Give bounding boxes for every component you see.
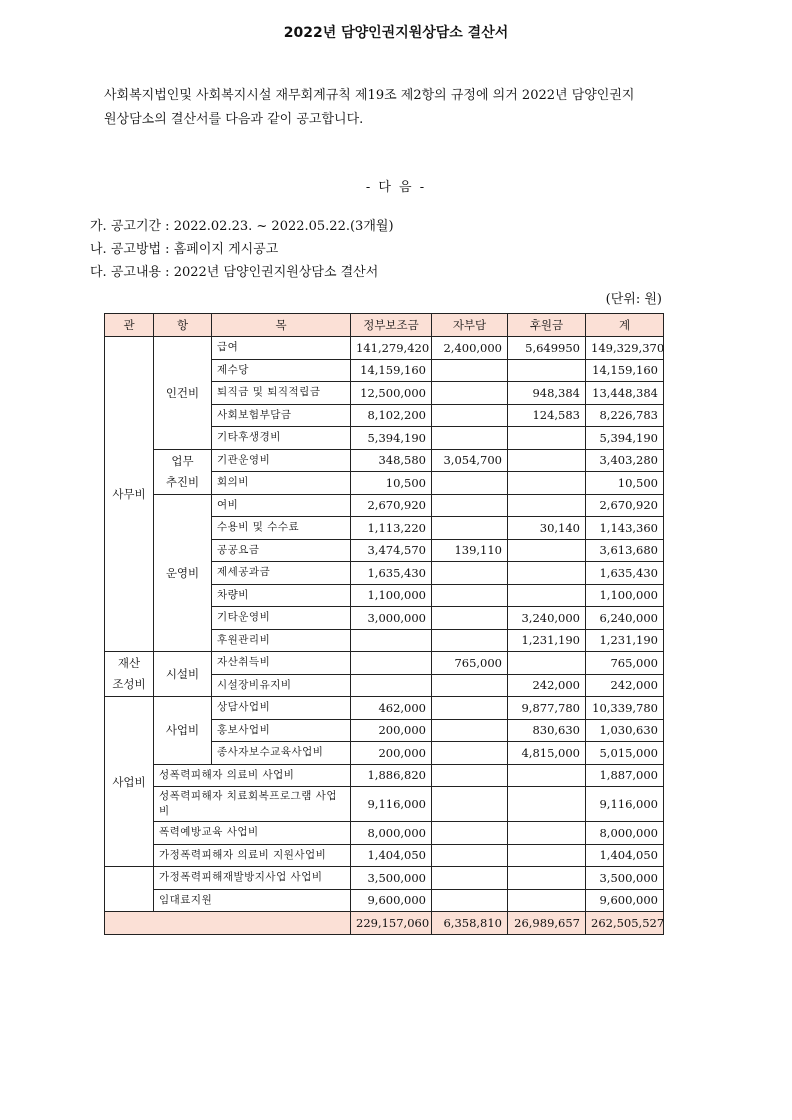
cell-total: 1,030,630	[586, 719, 664, 742]
cell-total: 5,015,000	[586, 742, 664, 765]
cell-mok: 후원관리비	[212, 629, 351, 652]
header-donation: 후원금	[508, 314, 586, 337]
cell-gov: 1,886,820	[351, 764, 432, 787]
cell-donation	[508, 449, 586, 472]
cell-mok: 기타후생경비	[212, 427, 351, 450]
cell-self	[432, 742, 508, 765]
cell-total: 8,226,783	[586, 404, 664, 427]
cell-gov: 9,600,000	[351, 889, 432, 912]
cell-total: 1,887,000	[586, 764, 664, 787]
table-row	[105, 822, 664, 845]
cell-self	[432, 674, 508, 697]
cell-mok: 회의비	[212, 472, 351, 495]
notice-items	[90, 215, 394, 284]
cell-gov: 1,635,430	[351, 562, 432, 585]
total-donation: 26,989,657	[508, 912, 586, 935]
cell-gov: 1,113,220	[351, 517, 432, 540]
cell-donation: 5,649950	[508, 337, 586, 360]
cell-total: 5,394,190	[586, 427, 664, 450]
cell-mok: 수용비 및 수수료	[212, 517, 351, 540]
cell-donation: 830,630	[508, 719, 586, 742]
group-siseol: 시설비	[154, 652, 212, 697]
cell-mok: 성폭력피해자 의료비 사업비	[154, 764, 351, 787]
cell-total: 2,670,920	[586, 494, 664, 517]
cell-donation	[508, 539, 586, 562]
cell-mok: 제세공과금	[212, 562, 351, 585]
header-total: 계	[586, 314, 664, 337]
cell-self	[432, 562, 508, 585]
cell-total: 3,403,280	[586, 449, 664, 472]
cell-gov: 1,100,000	[351, 584, 432, 607]
cell-total: 9,116,000	[586, 787, 664, 822]
cell-self	[432, 629, 508, 652]
group-ingeon: 인건비	[154, 337, 212, 450]
header-gov-subsidy: 정부보조금	[351, 314, 432, 337]
cell-self	[432, 584, 508, 607]
total-self: 6,358,810	[432, 912, 508, 935]
cell-donation	[508, 494, 586, 517]
cell-mok: 여비	[212, 494, 351, 517]
cell-mok: 시설장비유지비	[212, 674, 351, 697]
intro-line-2: 원상담소의 결산서를 다음과 같이 공고합니다.	[104, 112, 364, 127]
notice-content: 다. 공고내용 : 2022년 담양인권지원상담소 결산서	[90, 265, 379, 280]
cell-gov: 2,670,920	[351, 494, 432, 517]
cell-mok: 상담사업비	[212, 697, 351, 720]
cell-donation	[508, 584, 586, 607]
cell-self	[432, 382, 508, 405]
cell-donation	[508, 764, 586, 787]
section-heading: - 다 음 -	[365, 180, 427, 195]
cell-mok: 성폭력피해자 치료회복프로그램 사업비	[154, 787, 351, 822]
cell-total: 14,159,160	[586, 359, 664, 382]
header-mok: 목	[212, 314, 351, 337]
total-label-cell	[105, 912, 351, 935]
cell-mok: 사회보험부담금	[212, 404, 351, 427]
cell-total: 1,143,360	[586, 517, 664, 540]
group-eopmu-line1: 업무	[171, 453, 194, 468]
table-row	[105, 867, 664, 890]
cell-self: 2,400,000	[432, 337, 508, 360]
cell-gov: 10,500	[351, 472, 432, 495]
cell-donation: 1,231,190	[508, 629, 586, 652]
cell-self	[432, 867, 508, 890]
notice-method: 나. 공고방법 : 홈페이지 게시공고	[90, 242, 279, 257]
cell-donation: 242,000	[508, 674, 586, 697]
cell-donation	[508, 472, 586, 495]
cell-gov: 200,000	[351, 742, 432, 765]
cell-donation	[508, 867, 586, 890]
cell-gov: 8,000,000	[351, 822, 432, 845]
cell-total: 9,600,000	[586, 889, 664, 912]
cell-self	[432, 472, 508, 495]
cell-total: 13,448,384	[586, 382, 664, 405]
group-jaesan-line2: 조성비	[112, 677, 146, 691]
header-self-burden: 자부담	[432, 314, 508, 337]
group-jaesan-line1: 재산	[117, 656, 141, 670]
document-title: 2022년 담양인권지원상담소 결산서	[283, 25, 509, 41]
group-jaesan	[105, 652, 154, 697]
cell-gov: 14,159,160	[351, 359, 432, 382]
table-row	[105, 844, 664, 867]
cell-total: 1,404,050	[586, 844, 664, 867]
total-sum: 262,505,527	[586, 912, 664, 935]
cell-total: 6,240,000	[586, 607, 664, 630]
notice-period: 가. 공고기간 : 2022.02.23. ~ 2022.05.22.(3개월)	[90, 219, 394, 234]
cell-donation: 30,140	[508, 517, 586, 540]
total-row	[105, 912, 664, 935]
cell-self: 3,054,700	[432, 449, 508, 472]
cell-donation: 948,384	[508, 382, 586, 405]
cell-mok: 공공요금	[212, 539, 351, 562]
cell-gov: 141,279,420	[351, 337, 432, 360]
cell-gov	[351, 674, 432, 697]
cell-mok: 급여	[212, 337, 351, 360]
group-unyeong: 운영비	[154, 494, 212, 652]
cell-gov: 462,000	[351, 697, 432, 720]
cell-self	[432, 889, 508, 912]
group-eopmu	[154, 449, 212, 494]
cell-gov: 5,394,190	[351, 427, 432, 450]
cell-self	[432, 404, 508, 427]
cell-gov: 3,000,000	[351, 607, 432, 630]
cell-total: 8,000,000	[586, 822, 664, 845]
cell-mok: 임대료지원	[154, 889, 351, 912]
cell-mok: 기타운영비	[212, 607, 351, 630]
cell-donation	[508, 652, 586, 675]
cell-total: 1,100,000	[586, 584, 664, 607]
group-saeop: 사업비	[105, 697, 154, 867]
cell-donation	[508, 427, 586, 450]
intro-line-1: 사회복지법인및 사회복지시설 재무회계규칙 제19조 제2항의 규정에 의거 2022년 담양인권지	[104, 88, 635, 103]
cell-donation	[508, 889, 586, 912]
cell-mok: 자산취득비	[212, 652, 351, 675]
total-gov: 229,157,060	[351, 912, 432, 935]
cell-gov: 348,580	[351, 449, 432, 472]
cell-donation	[508, 844, 586, 867]
cell-self	[432, 607, 508, 630]
cell-total: 1,231,190	[586, 629, 664, 652]
table-row	[105, 787, 664, 822]
cell-self	[432, 494, 508, 517]
cell-total: 242,000	[586, 674, 664, 697]
cell-total: 10,339,780	[586, 697, 664, 720]
cell-self	[432, 787, 508, 822]
table-row	[105, 494, 664, 517]
cell-gov: 1,404,050	[351, 844, 432, 867]
cell-total: 149,329,370	[586, 337, 664, 360]
table-row	[105, 889, 664, 912]
cell-mok: 홍보사업비	[212, 719, 351, 742]
cell-mok: 차량비	[212, 584, 351, 607]
cell-donation: 124,583	[508, 404, 586, 427]
header-hang: 항	[154, 314, 212, 337]
cell-gov: 200,000	[351, 719, 432, 742]
settlement-table	[104, 313, 664, 935]
cell-self	[432, 844, 508, 867]
cell-gov: 9,116,000	[351, 787, 432, 822]
cell-self: 765,000	[432, 652, 508, 675]
intro-paragraph	[104, 84, 684, 132]
cell-donation	[508, 359, 586, 382]
group-samu: 사무비	[105, 337, 154, 652]
cell-self	[432, 517, 508, 540]
unit-label: (단위: 원)	[605, 292, 662, 307]
cell-donation	[508, 822, 586, 845]
cell-mok: 폭력예방교육 사업비	[154, 822, 351, 845]
cell-self	[432, 427, 508, 450]
group-saeop-hang: 사업비	[154, 697, 212, 765]
cell-donation: 9,877,780	[508, 697, 586, 720]
cell-total: 3,500,000	[586, 867, 664, 890]
cell-mok: 가정폭력피해자 의료비 지원사업비	[154, 844, 351, 867]
table-row	[105, 764, 664, 787]
group-eopmu-line2: 추진비	[165, 474, 200, 489]
cell-self	[432, 764, 508, 787]
cell-total: 765,000	[586, 652, 664, 675]
table-row	[105, 337, 664, 360]
table-row	[105, 449, 664, 472]
cell-self	[432, 697, 508, 720]
cell-mok: 제수당	[212, 359, 351, 382]
cell-self	[432, 359, 508, 382]
cell-self	[432, 822, 508, 845]
cell-total: 10,500	[586, 472, 664, 495]
table-row	[105, 652, 664, 675]
cell-mok: 퇴직금 및 퇴직적립금	[212, 382, 351, 405]
cell-mok: 가정폭력피해재발방지사업 사업비	[154, 867, 351, 890]
cell-gov: 8,102,200	[351, 404, 432, 427]
cell-self: 139,110	[432, 539, 508, 562]
cell-total: 1,635,430	[586, 562, 664, 585]
cell-donation: 3,240,000	[508, 607, 586, 630]
cell-mok: 종사자보수교육사업비	[212, 742, 351, 765]
header-gwan: 관	[105, 314, 154, 337]
table-header-row	[105, 314, 664, 337]
cell-donation: 4,815,000	[508, 742, 586, 765]
table-row	[105, 697, 664, 720]
cell-mok: 기관운영비	[212, 449, 351, 472]
cell-gov: 12,500,000	[351, 382, 432, 405]
cell-donation	[508, 562, 586, 585]
cell-self	[432, 719, 508, 742]
cell-gov: 3,474,570	[351, 539, 432, 562]
cell-gov	[351, 652, 432, 675]
group-empty	[105, 867, 154, 912]
cell-gov	[351, 629, 432, 652]
cell-gov: 3,500,000	[351, 867, 432, 890]
cell-donation	[508, 787, 586, 822]
cell-total: 3,613,680	[586, 539, 664, 562]
